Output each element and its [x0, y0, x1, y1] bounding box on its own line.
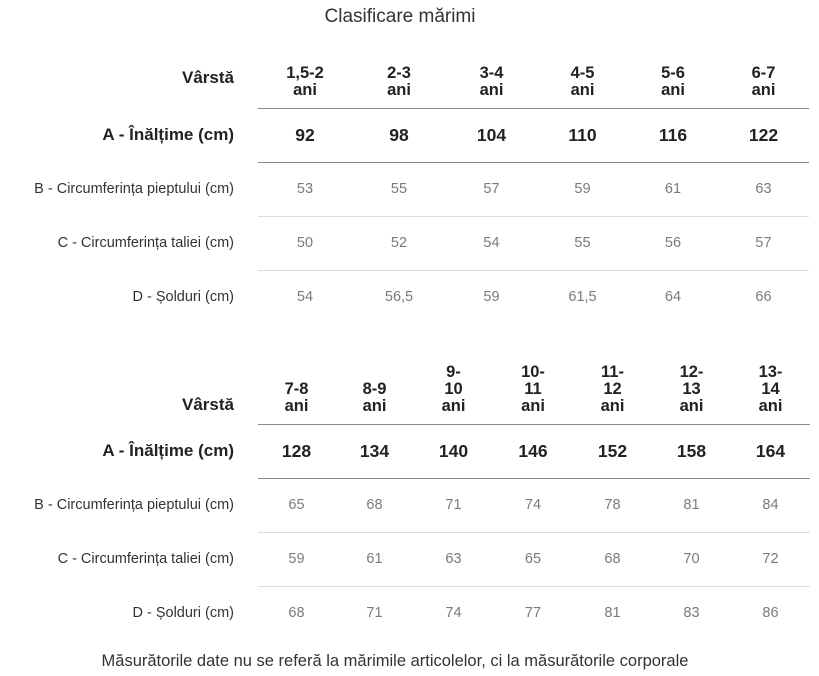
waist-value: 54 [446, 216, 537, 270]
waist-value: 59 [258, 532, 335, 586]
age-cell [352, 48, 446, 108]
page-title: Clasificare mărimi [324, 6, 476, 27]
hips-value: 56,5 [352, 270, 446, 324]
hips-value: 64 [628, 270, 718, 324]
footnote: Măsurătorile date nu se referă la mărimile articolelor, ci la măsurătorile corporale [101, 652, 689, 670]
hips-value: 77 [493, 586, 573, 640]
height-value: 116 [628, 108, 718, 162]
age-label: Vârstă [182, 395, 234, 414]
chest-value: 57 [446, 162, 537, 216]
age-cell [652, 348, 731, 424]
waist-value: 52 [352, 216, 446, 270]
height-label: A - Înălțime (cm) [102, 441, 234, 460]
chest-value: 84 [731, 478, 810, 532]
age-text: 13- 14 ani [758, 362, 783, 415]
hips-row [0, 270, 809, 324]
waist-value: 70 [652, 532, 731, 586]
age-text: 4-5 ani [570, 63, 595, 99]
waist-value: 61 [335, 532, 414, 586]
chest-value: 81 [652, 478, 731, 532]
hips-value: 61,5 [537, 270, 628, 324]
hips-value: 86 [731, 586, 810, 640]
age-cell [573, 348, 652, 424]
age-text: 8-9 ani [362, 379, 387, 415]
height-value: 128 [258, 424, 335, 478]
waist-row [0, 216, 809, 270]
size-table-2 [0, 348, 810, 640]
age-text: 11- 12 ani [600, 362, 625, 415]
height-value: 92 [258, 108, 352, 162]
size-table-1 [0, 48, 809, 324]
waist-label: C - Circumferința taliei (cm) [57, 235, 234, 251]
height-value: 152 [573, 424, 652, 478]
age-label: Vârstă [182, 68, 234, 87]
height-label: A - Înălțime (cm) [102, 125, 234, 144]
hips-value: 66 [718, 270, 809, 324]
waist-value: 57 [718, 216, 809, 270]
height-value: 140 [414, 424, 493, 478]
chest-value: 65 [258, 478, 335, 532]
age-row [0, 48, 809, 108]
height-row [0, 108, 809, 162]
waist-value: 72 [731, 532, 810, 586]
chest-value: 68 [335, 478, 414, 532]
waist-value: 68 [573, 532, 652, 586]
height-value: 110 [537, 108, 628, 162]
age-text: 12- 13 ani [679, 362, 704, 415]
chest-value: 78 [573, 478, 652, 532]
age-cell [718, 48, 809, 108]
hips-label: D - Șolduri (cm) [132, 605, 234, 621]
chest-label: B - Circumferința pieptului (cm) [34, 497, 234, 513]
hips-value: 71 [335, 586, 414, 640]
waist-value: 65 [493, 532, 573, 586]
height-value: 104 [446, 108, 537, 162]
chest-label: B - Circumferința pieptului (cm) [34, 181, 234, 197]
chest-value: 53 [258, 162, 352, 216]
age-cell [414, 348, 493, 424]
age-cell [731, 348, 810, 424]
age-cell [446, 48, 537, 108]
hips-row [0, 586, 810, 640]
height-row [0, 424, 810, 478]
age-cell [628, 48, 718, 108]
age-cell [493, 348, 573, 424]
waist-row [0, 532, 810, 586]
age-row [0, 348, 810, 424]
age-text: 7-8 ani [284, 379, 309, 415]
height-value: 164 [731, 424, 810, 478]
age-cell [537, 48, 628, 108]
height-value: 122 [718, 108, 809, 162]
age-text: 9- 10 ani [441, 362, 466, 415]
age-text: 2-3 ani [387, 63, 411, 99]
chest-value: 71 [414, 478, 493, 532]
chest-row [0, 162, 809, 216]
waist-value: 63 [414, 532, 493, 586]
height-value: 98 [352, 108, 446, 162]
waist-value: 50 [258, 216, 352, 270]
chest-value: 55 [352, 162, 446, 216]
age-cell [258, 348, 335, 424]
waist-value: 55 [537, 216, 628, 270]
age-cell [335, 348, 414, 424]
age-text: 10- 11 ani [521, 362, 545, 415]
hips-value: 83 [652, 586, 731, 640]
chest-value: 61 [628, 162, 718, 216]
age-text: 5-6 ani [661, 63, 685, 99]
chest-value: 63 [718, 162, 809, 216]
height-value: 134 [335, 424, 414, 478]
hips-value: 74 [414, 586, 493, 640]
age-text: 1,5-2 ani [286, 63, 324, 99]
hips-label: D - Șolduri (cm) [132, 289, 234, 305]
age-text: 6-7 ani [751, 63, 776, 99]
waist-value: 56 [628, 216, 718, 270]
hips-value: 68 [258, 586, 335, 640]
age-cell [258, 48, 352, 108]
chest-value: 59 [537, 162, 628, 216]
hips-value: 59 [446, 270, 537, 324]
height-value: 146 [493, 424, 573, 478]
height-value: 158 [652, 424, 731, 478]
chest-row [0, 478, 810, 532]
age-text: 3-4 ani [479, 63, 504, 99]
waist-label: C - Circumferința taliei (cm) [57, 551, 234, 567]
chest-value: 74 [493, 478, 573, 532]
hips-value: 54 [258, 270, 352, 324]
hips-value: 81 [573, 586, 652, 640]
